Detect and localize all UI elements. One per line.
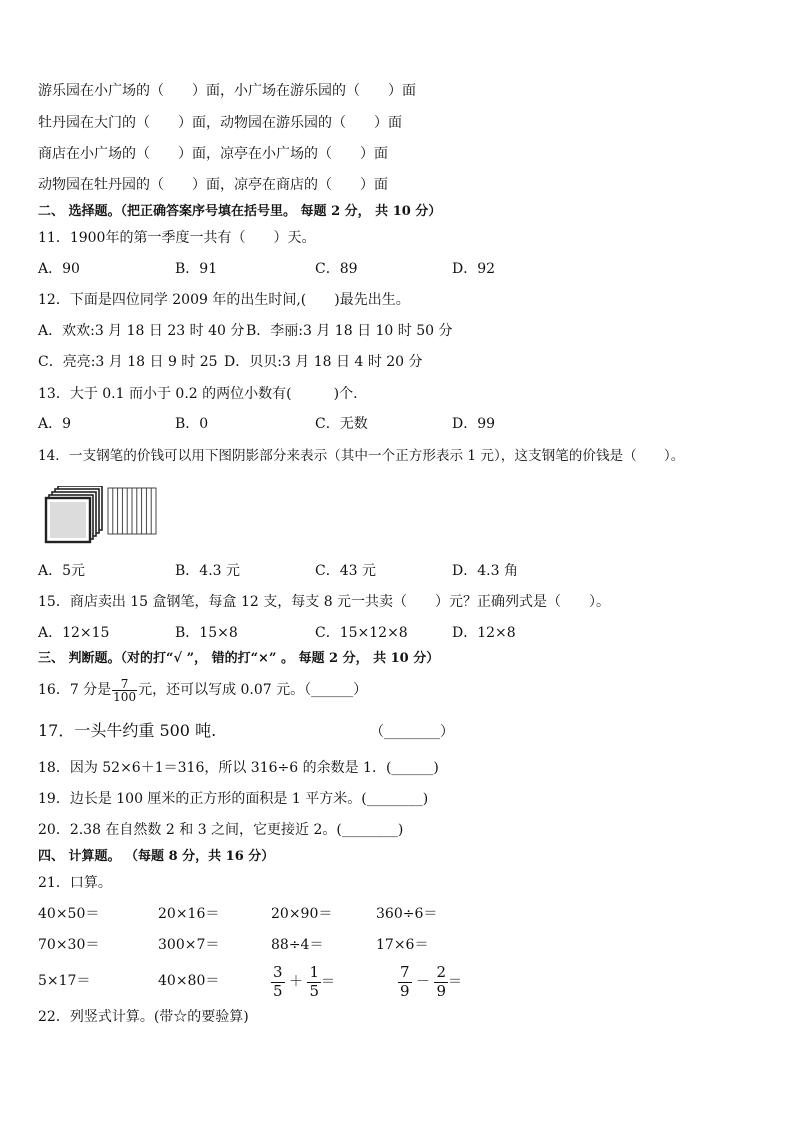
q21-f2-a-denominator: 9	[400, 981, 410, 1000]
q21-f1-a-denominator: 5	[273, 981, 283, 1000]
q13-option-c: C．无数	[315, 416, 368, 432]
q11-option-c: C．89	[315, 261, 358, 277]
section-3-heading: 三、 判断题。（对的打“√ ”， 错的打“×” 。 每题 2 分， 共 10 分）	[38, 651, 440, 666]
q16-fraction	[112, 678, 137, 703]
q14-option-c: C．43 元	[315, 563, 376, 579]
q11-stem: 11．1900年的第一季度一共有（ ）天。	[38, 230, 316, 246]
q13-option-a: A．9	[38, 416, 72, 432]
q21-r3-c1: 5×17＝	[38, 973, 91, 989]
q21-r1-c3: 20×90＝	[271, 906, 333, 922]
q11-option-a: A．90	[38, 261, 80, 277]
q12-option-a: A．欢欢:3 月 18 日 23 时 40 分	[38, 323, 245, 339]
q14-stem: 14．一支钢笔的价钱可以用下图阴影部分来表示（其中一个正方形表示 1 元），这支钢笔的价钱是（ ）。	[38, 448, 685, 464]
q16-text-pre: 16．7 分是	[38, 682, 112, 698]
q18-line: 18．因为 52×6＋1＝316，所以 316÷6 的余数是 1．(______)	[38, 760, 439, 776]
q16-line	[38, 676, 367, 704]
q21-f1-equals: ＝	[321, 974, 335, 990]
section-4-heading: 四、 计算题。 （每题 8 分，共 16 分）	[38, 849, 275, 864]
q21-f2-frac-b	[434, 962, 448, 1000]
q19-line: 19．边长是 100 厘米的正方形的面积是 1 平方米。(________)	[38, 791, 429, 807]
q11-option-d: D．92	[452, 261, 496, 277]
q21-r1-c1: 40×50＝	[38, 906, 100, 922]
q21-f1-operator: ＋	[289, 974, 303, 990]
q21-f2-b-numerator: 2	[436, 962, 446, 981]
q14-option-d: D．4.3 角	[452, 563, 518, 579]
q17-answer-blank[interactable]: （________）	[370, 724, 454, 740]
q21-fraction-expr-2	[398, 962, 462, 1002]
q11-option-b: B．91	[175, 261, 218, 277]
q21-r2-c1: 70×30＝	[38, 937, 100, 953]
q15-option-c: C．15×12×8	[315, 625, 408, 641]
q21-fraction-expr-1	[271, 962, 335, 1002]
tenths-strip-icon	[108, 488, 156, 534]
q21-r2-c4: 17×6＝	[376, 937, 429, 953]
q12-option-b: B．李丽:3 月 18 日 10 时 50 分	[246, 323, 453, 339]
q21-r1-c4: 360÷6＝	[376, 906, 438, 922]
direction-line-4: 动物园在牡丹园的（ ）面，凉亭在商店的（ ）面	[38, 177, 388, 193]
section-2-heading: 二、 选择题。（把正确答案序号填在括号里。 每题 2 分， 共 10 分）	[38, 204, 442, 219]
q15-option-b: B．15×8	[175, 625, 238, 641]
q21-f2-b-denominator: 9	[436, 981, 446, 1000]
direction-line-1: 游乐园在小广场的（ ）面，小广场在游乐园的（ ）面	[38, 83, 416, 99]
q21-r3-c2: 40×80＝	[158, 973, 220, 989]
q20-line: 20．2.38 在自然数 2 和 3 之间，它更接近 2。(________)	[38, 822, 404, 838]
q21-f1-a-numerator: 3	[273, 962, 283, 981]
q12-option-c: C．亮亮:3 月 18 日 9 时 25	[38, 354, 218, 370]
q21-f1-frac-a	[271, 962, 285, 1000]
q21-r2-c3: 88÷4＝	[271, 937, 324, 953]
q21-f2-frac-a	[398, 962, 412, 1000]
q13-stem: 13．大于 0.1 而小于 0.2 的两位小数有( )个.	[38, 386, 358, 402]
direction-line-2: 牡丹园在大门的（ ）面，动物园在游乐园的（ ）面	[38, 115, 402, 131]
q22-stem: 22．列竖式计算。(带☆的要验算)	[38, 1009, 249, 1025]
q17-stem: 17．一头牛约重 500 吨.	[38, 721, 217, 740]
q21-f1-b-numerator: 1	[309, 962, 319, 981]
q16-text-post: 元，还可以写成 0.07 元。（______）	[138, 682, 368, 698]
q16-fraction-denominator: 100	[113, 689, 137, 704]
shaded-squares-figure	[44, 486, 164, 544]
q14-option-b: B．4.3 元	[175, 563, 241, 579]
q12-option-d: D．贝贝:3 月 18 日 4 时 20 分	[224, 354, 423, 370]
q21-f2-equals: ＝	[448, 974, 462, 990]
q21-r2-c2: 300×7＝	[158, 937, 220, 953]
q15-option-a: A．12×15	[38, 625, 110, 641]
q21-f1-frac-b	[307, 962, 321, 1000]
q16-fraction-numerator: 7	[112, 678, 137, 691]
q21-f2-a-numerator: 7	[400, 962, 410, 981]
q21-f1-b-denominator: 5	[309, 981, 319, 1000]
direction-line-3: 商店在小广场的（ ）面，凉亭在小广场的（ ）面	[38, 146, 388, 162]
q21-f2-operator: －	[416, 974, 430, 990]
q12-stem: 12．下面是四位同学 2009 年的出生时间,( )最先出生。	[38, 292, 410, 308]
q15-option-d: D．12×8	[452, 625, 516, 641]
q14-option-a: A．5元	[38, 563, 86, 579]
q13-option-d: D．99	[452, 416, 496, 432]
q15-stem: 15．商店卖出 15 盒钢笔，每盒 12 支，每支 8 元一共卖（ ）元？正确列式是（ ）。	[38, 594, 611, 610]
q21-stem: 21．口算。	[38, 875, 112, 891]
stacked-squares-icon	[46, 486, 102, 542]
q13-option-b: B．0	[175, 416, 209, 432]
q21-r1-c2: 20×16＝	[158, 906, 220, 922]
